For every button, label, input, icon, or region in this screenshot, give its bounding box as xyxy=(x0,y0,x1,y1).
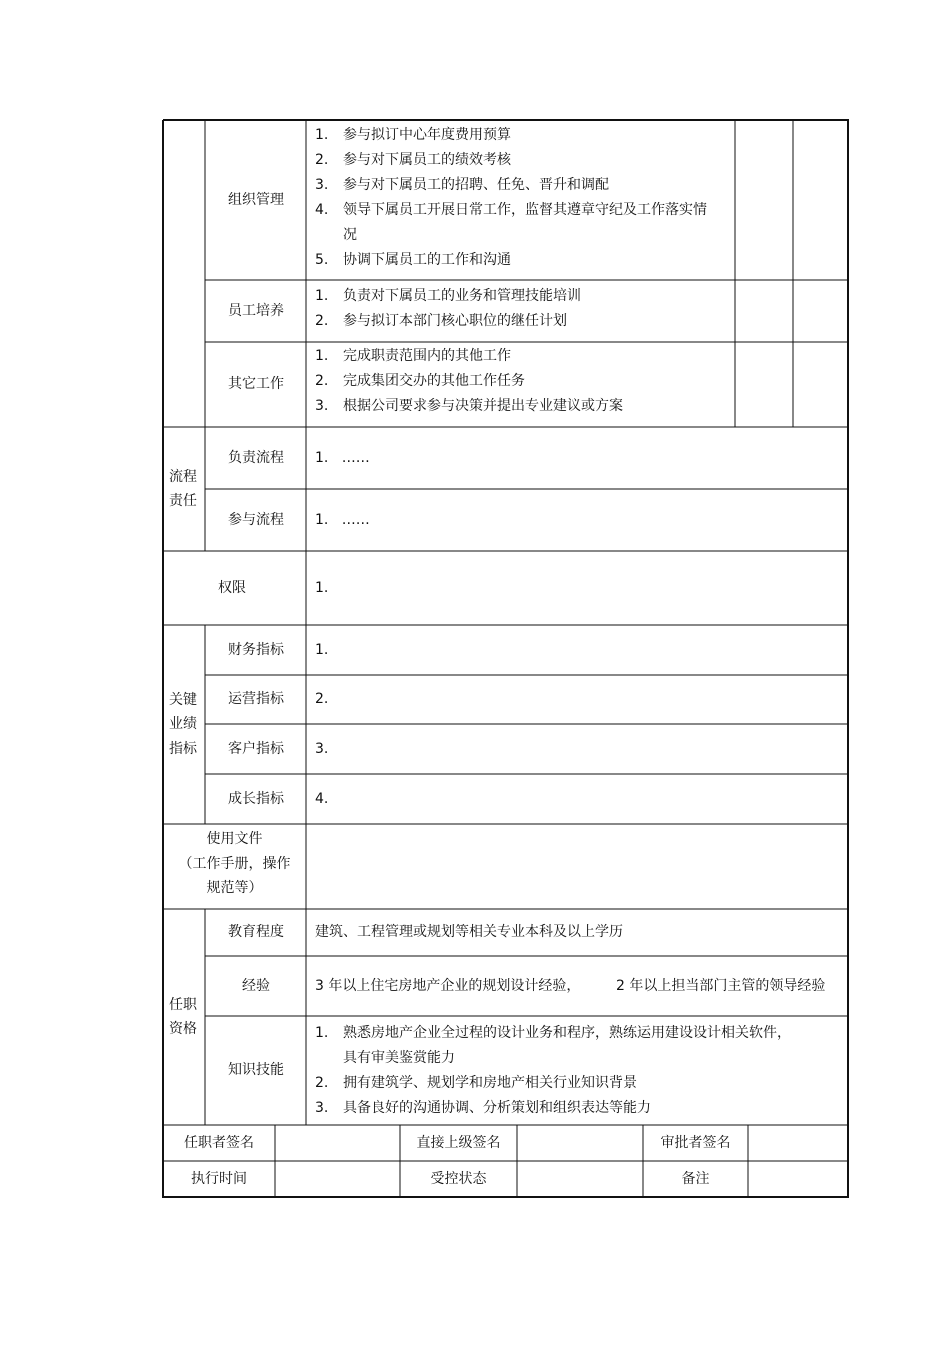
approver-signature-field[interactable] xyxy=(748,1125,848,1161)
financial-kpi-value: 1. xyxy=(315,641,329,658)
customer-kpi-value: 3. xyxy=(315,740,329,757)
customer-kpi-label: 客户指标 xyxy=(228,740,284,757)
knowledge-skills-value xyxy=(315,1021,800,1123)
list-item: 1. 负责对下属员工的业务和管理技能培训 xyxy=(315,288,581,304)
job-description-table xyxy=(163,120,849,1198)
list-item: 2. 拥有建筑学、规划学和房地产相关行业知识背景 xyxy=(315,1075,637,1091)
list-item: 3. 具备良好的沟通协调、分析策划和组织表达等能力 xyxy=(315,1100,651,1116)
org-management-duties xyxy=(315,123,710,278)
control-status-field[interactable] xyxy=(517,1161,643,1197)
list-item: 3. 根据公司要求参与决策并提出专业建议或方案 xyxy=(315,398,623,414)
remarks-field[interactable] xyxy=(748,1161,848,1197)
operation-kpi-value: 2. xyxy=(315,691,329,707)
experience-label: 经验 xyxy=(242,977,270,994)
operation-kpi-label: 运营指标 xyxy=(228,691,284,707)
list-item: 2. 参与对下属员工的绩效考核 xyxy=(315,152,511,168)
qualification-label: 任职资格 xyxy=(169,996,197,1037)
growth-kpi-value: 4. xyxy=(315,790,329,807)
list-item: 2. 参与拟订本部门核心职位的继任计划 xyxy=(315,313,567,329)
owner-process-label: 负责流程 xyxy=(228,449,284,466)
approver-signature-label: 审批者签名 xyxy=(660,1134,731,1151)
holder-signature-field[interactable] xyxy=(275,1125,400,1161)
supervisor-signature-field[interactable] xyxy=(517,1125,643,1161)
experience-value: 3 年以上住宅房地产企业的规划设计经验， 2 年以上担当部门主管的领导经验 xyxy=(315,977,826,994)
knowledge-skills-label: 知识技能 xyxy=(228,1062,284,1078)
owner-process-value: 1. …… xyxy=(315,449,370,466)
growth-kpi-label: 成长指标 xyxy=(228,790,284,807)
process-responsibility-label: 流程责任 xyxy=(169,468,197,509)
list-item: 2. 完成集团交办的其他工作任务 xyxy=(315,373,525,389)
list-item: 1. 完成职责范围内的其他工作 xyxy=(315,348,511,364)
staff-training-label: 员工培养 xyxy=(228,302,284,319)
list-item: 3. 参与对下属员工的招聘、任免、晋升和调配 xyxy=(315,177,609,193)
authority-value: 1. xyxy=(315,579,329,596)
documents-value xyxy=(315,824,835,909)
effective-time-label: 执行时间 xyxy=(191,1170,247,1187)
list-item: 5. 协调下属员工的工作和沟通 xyxy=(315,252,511,268)
participant-process-value: 1. …… xyxy=(315,511,370,528)
list-item: 1. 熟悉房地产企业全过程的设计业务和程序，熟练运用建设设计相关软件，具有审美鉴赏能力 xyxy=(315,1025,791,1066)
education-value: 建筑、工程管理或规划等相关专业本科及以上学历 xyxy=(315,924,623,940)
education-label: 教育程度 xyxy=(228,924,284,940)
other-work-duties xyxy=(315,344,725,424)
participant-process-label: 参与流程 xyxy=(228,511,284,528)
org-management-label: 组织管理 xyxy=(228,191,284,208)
control-status-label: 受控状态 xyxy=(430,1170,487,1187)
holder-signature-label: 任职者签名 xyxy=(184,1134,254,1151)
financial-kpi-label: 财务指标 xyxy=(228,641,284,658)
list-item: 1. 参与拟订中心年度费用预算 xyxy=(315,127,511,143)
staff-training-duties xyxy=(315,284,725,339)
effective-time-field[interactable] xyxy=(275,1161,400,1197)
list-item: 4. 领导下属员工开展日常工作，监督其遵章守纪及工作落实情况 xyxy=(315,202,707,243)
authority-label: 权限 xyxy=(218,579,246,596)
other-work-label: 其它工作 xyxy=(228,376,284,392)
kpi-label: 关键业绩指标 xyxy=(169,691,197,757)
supervisor-signature-label: 直接上级签名 xyxy=(416,1134,501,1151)
documents-label: 使用文件 （工作手册，操作 规范等） xyxy=(178,831,291,896)
remarks-label: 备注 xyxy=(681,1170,710,1187)
